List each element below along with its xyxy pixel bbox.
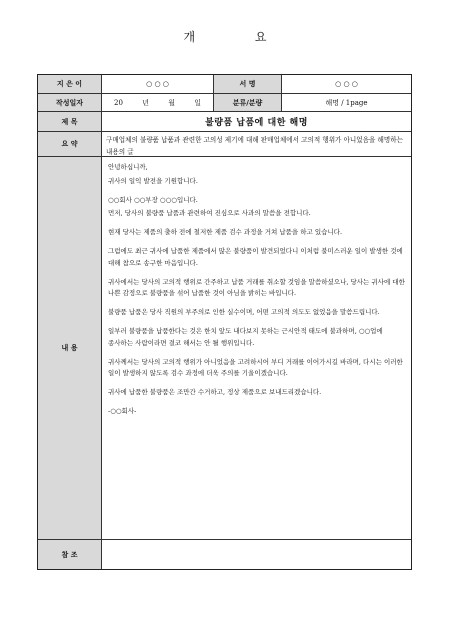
author-label: 지 은 이 (38, 75, 102, 93)
signature-label: 서 명 (214, 75, 282, 93)
subject-value[interactable]: 불량품 납품에 대한 해명 (205, 118, 308, 128)
content-row (38, 157, 411, 540)
subject-label: 제 목 (38, 112, 102, 131)
date-year: 20 (114, 98, 123, 107)
signature-value[interactable]: ○ ○ ○ (335, 80, 358, 88)
date-label: 작성일자 (38, 94, 102, 111)
content-signoff: -○○회사- (108, 407, 137, 415)
category-label: 분류/분량 (214, 94, 282, 111)
summary-label: 요 약 (38, 132, 102, 156)
content-paragraph: ○○회사 ○○부장 ○○○입니다. (108, 195, 198, 204)
date-value[interactable] (102, 94, 214, 111)
content-paragraph: 귀사에 납품한 불량품은 조만간 수거하고, 정상 제품으로 보내드리겠습니다. (108, 388, 322, 396)
content-paragraph: 불량품 납품은 당사 직원의 부주의로 인한 실수이며, 어떤 고의적 의도도 없었음을 말씀드립니다. (108, 308, 380, 316)
reference-value[interactable] (102, 540, 411, 569)
content-label: 내 용 (38, 157, 102, 539)
content-paragraph: 현재 당사는 제품의 출하 전에 철저한 제품 검수 과정을 거쳐 납품을 하고 있습니다. (108, 228, 343, 236)
summary-form (37, 74, 412, 570)
date-year-unit: 년 (142, 98, 149, 107)
date-row (38, 94, 411, 112)
date-day-unit: 일 (194, 98, 201, 107)
content-paragraph: 먼저, 당사의 불량품 납품과 관련하여 진심으로 사과의 말씀을 전합니다. (108, 209, 311, 217)
content-paragraph: 귀사께서는 당사의 고의적 행위가 아니었음을 고려하시어 부디 거래를 이어가시길 바라며, 다시는 이러한 일이 발생하지 않도록 검수 과정에 더욱 주의를 기울이겠습니다. (108, 357, 403, 377)
content-paragraph: 그럼에도 최근 귀사에 납품한 제품에서 많은 불량품이 발견되었다니 이처럼 불미스러운 일이 발생한 것에 대해 참으로 송구한 마음입니다. (108, 247, 403, 267)
summary-value[interactable]: 구매업체의 불량품 납품과 관련한 고의성 제기에 대해 판매업체에서 고의적 행위가 아니었음을 해명하는 내용의 글 (106, 136, 403, 156)
content-paragraph: 귀사에서는 당사의 고의적 행위로 간주하고 납품 거래를 취소할 것임을 말씀하셨으나, 당사는 귀사에 대한 나쁜 감정으로 불량품을 섞어 납품한 것이 아님을 밝히는 바입니다. (108, 277, 405, 297)
summary-row (38, 132, 411, 157)
author-row (38, 75, 411, 94)
subject-row (38, 112, 411, 132)
reference-row (38, 540, 411, 569)
content-paragraph: 귀사의 일익 발전을 기원합니다. (108, 176, 198, 185)
content-body[interactable] (102, 157, 411, 539)
date-month-unit: 월 (168, 98, 175, 107)
content-paragraph: 안녕하십니까, (108, 163, 148, 171)
content-paragraph: 일부러 불량품을 납품한다는 것은 한치 앞도 내다보지 못하는 근시안적 태도에 불과하며, ○○업에 종사하는 사람이라면 결코 해서는 안 될 행위입니다. (108, 327, 383, 347)
category-value[interactable]: 해명 / 1page (325, 98, 368, 107)
page-title: 개 요 (183, 30, 295, 44)
reference-label: 참 조 (38, 540, 102, 569)
author-value[interactable]: ○ ○ ○ (102, 75, 214, 93)
